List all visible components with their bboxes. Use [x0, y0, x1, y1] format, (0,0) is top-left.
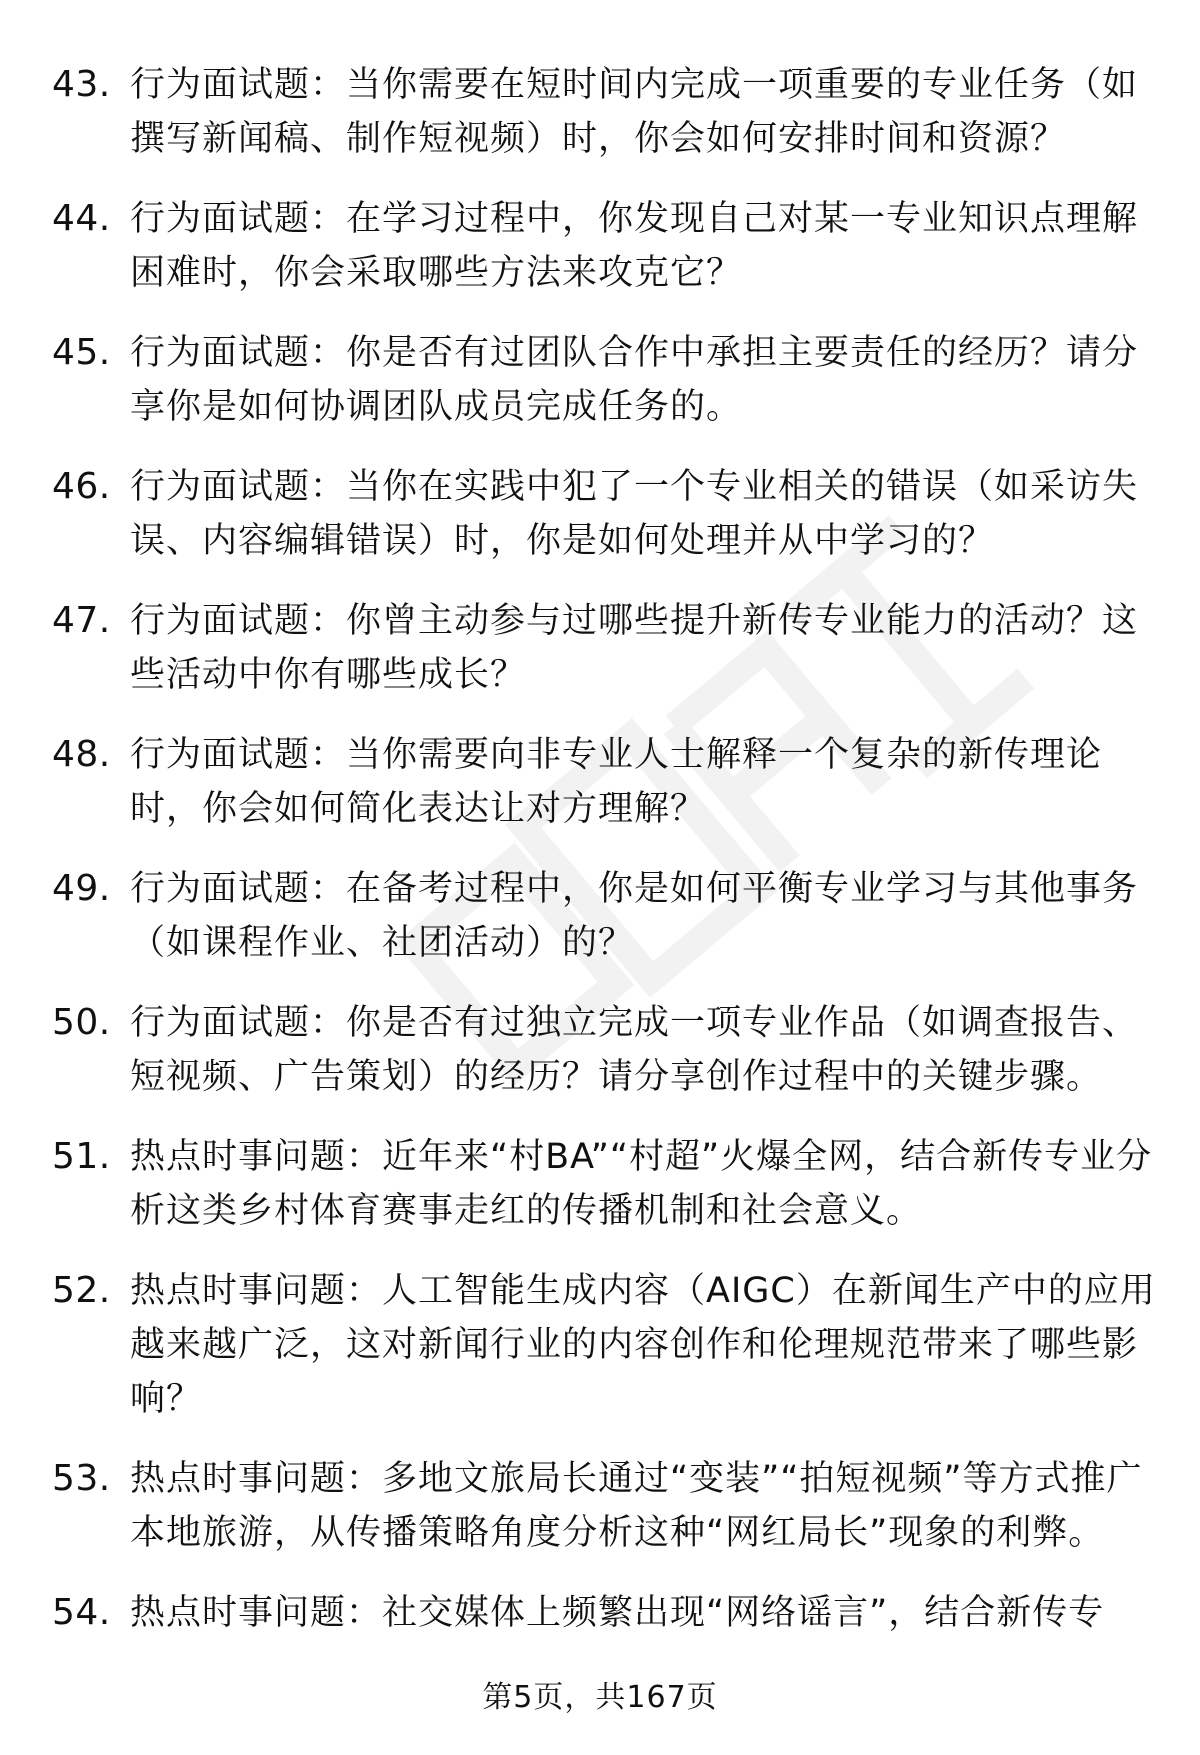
question-text: 行为面试题：在备考过程中，你是如何平衡专业学习与其他事务（如课程作业、社团活动）的？: [130, 869, 1139, 963]
question-number: 45.: [52, 332, 111, 373]
list-item: [52, 58, 1162, 166]
question-number: 50.: [52, 1002, 111, 1043]
question-number: 43.: [52, 64, 111, 105]
list-item: [52, 1130, 1162, 1238]
question-number: 44.: [52, 198, 111, 239]
list-item: [52, 996, 1162, 1104]
list-item: [52, 594, 1162, 702]
question-text: 热点时事问题：人工智能生成内容（AIGC）在新闻生产中的应用越来越广泛，这对新闻行业的内容创作和伦理规范带来了哪些影响？: [130, 1271, 1156, 1419]
question-text: 热点时事问题：近年来“村BA”“村超”火爆全网，结合新传专业分析这类乡村体育赛事走红的传播机制和社会意义。: [130, 1137, 1153, 1231]
question-number: 49.: [52, 868, 111, 909]
question-text: 行为面试题：你是否有过团队合作中承担主要责任的经历？请分享你是如何协调团队成员完成任务的。: [130, 333, 1139, 427]
question-text: 行为面试题：当你需要在短时间内完成一项重要的专业任务（如撰写新闻稿、制作短视频）时，你会如何安排时间和资源？: [130, 65, 1139, 159]
list-item: [52, 728, 1162, 836]
page-footer: 第5页，共167页: [482, 1680, 718, 1715]
question-number: 53.: [52, 1458, 111, 1499]
list-item: [52, 1452, 1162, 1560]
question-text: 行为面试题：在学习过程中，你发现自己对某一专业知识点理解困难时，你会采取哪些方法来攻克它？: [130, 199, 1139, 293]
question-list: [52, 58, 1162, 1666]
question-number: 47.: [52, 600, 111, 641]
list-item: [52, 460, 1162, 568]
question-number: 46.: [52, 466, 111, 507]
question-number: 54.: [52, 1592, 111, 1633]
list-item: [52, 1586, 1162, 1640]
question-text: 行为面试题：当你在实践中犯了一个专业相关的错误（如采访失误、内容编辑错误）时，你是如何处理并从中学习的？: [130, 467, 1139, 561]
question-number: 52.: [52, 1270, 111, 1311]
question-number: 51.: [52, 1136, 111, 1177]
question-text: 行为面试题：你是否有过独立完成一项专业作品（如调查报告、短视频、广告策划）的经历？请分享创作过程中的关键步骤。: [130, 1003, 1139, 1097]
list-item: [52, 862, 1162, 970]
question-number: 48.: [52, 734, 111, 775]
question-text: 行为面试题：你曾主动参与过哪些提升新传专业能力的活动？这些活动中你有哪些成长？: [130, 601, 1139, 695]
list-item: [52, 192, 1162, 300]
question-text: 热点时事问题：多地文旅局长通过“变装”“拍短视频”等方式推广本地旅游，从传播策略角度分析这种“网红局长”现象的利弊。: [130, 1459, 1143, 1553]
list-item: [52, 326, 1162, 434]
question-text: 热点时事问题：社交媒体上频繁出现“网络谣言”，结合新传专: [130, 1593, 1105, 1633]
question-text: 行为面试题：当你需要向非专业人士解释一个复杂的新传理论时，你会如何简化表达让对方理解？: [130, 735, 1103, 829]
list-item: [52, 1264, 1162, 1426]
